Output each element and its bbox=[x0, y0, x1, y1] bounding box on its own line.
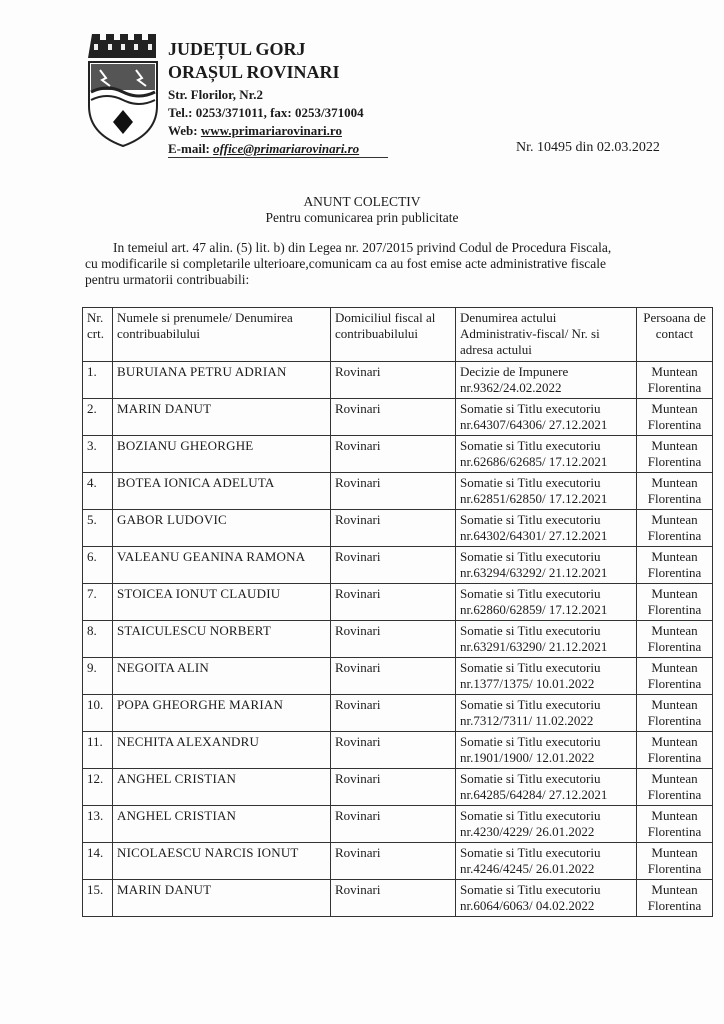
row-name: POPA GHEORGHE MARIAN bbox=[113, 695, 331, 732]
row-domicile: Rovinari bbox=[331, 621, 456, 658]
row-contact-firstname: Florentina bbox=[647, 898, 702, 913]
row-act-number: nr.1377/1375/ 10.01.2022 bbox=[460, 676, 595, 691]
row-domicile: Rovinari bbox=[331, 473, 456, 510]
table-row bbox=[83, 695, 713, 732]
row-act-number: nr.62851/62850/ 17.12.2021 bbox=[460, 491, 608, 506]
table-row bbox=[83, 399, 713, 436]
row-domicile: Rovinari bbox=[331, 547, 456, 584]
row-contact-firstname: Florentina bbox=[647, 528, 702, 543]
row-contact-firstname: Florentina bbox=[647, 713, 702, 728]
row-contact-surname: Muntean bbox=[651, 734, 698, 749]
row-act-type: Somatie si Titlu executoriu bbox=[460, 401, 601, 416]
row-contact bbox=[637, 584, 713, 621]
row-name: BOTEA IONICA ADELUTA bbox=[113, 473, 331, 510]
row-contact bbox=[637, 843, 713, 880]
row-act bbox=[456, 658, 637, 695]
row-contact-firstname: Florentina bbox=[647, 602, 702, 617]
intro-line-2: cu modificarile si completarile ulterioare,comunicam ca au fost emise acte administrative fiscale bbox=[85, 256, 607, 271]
row-contact-firstname: Florentina bbox=[647, 565, 702, 580]
row-contact-firstname: Florentina bbox=[647, 639, 702, 654]
row-contact-surname: Muntean bbox=[651, 660, 698, 675]
row-contact-surname: Muntean bbox=[651, 808, 698, 823]
row-nr: 2. bbox=[83, 399, 113, 436]
header-nr: Nr. crt. bbox=[83, 308, 113, 362]
coat-of-arms-icon bbox=[86, 30, 160, 148]
row-contact-firstname: Florentina bbox=[647, 454, 702, 469]
table-row bbox=[83, 436, 713, 473]
row-act-type: Somatie si Titlu executoriu bbox=[460, 438, 601, 453]
row-act bbox=[456, 806, 637, 843]
row-contact-surname: Muntean bbox=[651, 475, 698, 490]
row-act-type: Somatie si Titlu executoriu bbox=[460, 845, 601, 860]
web-label: Web: bbox=[168, 123, 201, 138]
row-nr: 1. bbox=[83, 362, 113, 399]
row-act bbox=[456, 547, 637, 584]
row-contact bbox=[637, 732, 713, 769]
row-nr: 3. bbox=[83, 436, 113, 473]
web-line bbox=[168, 122, 364, 140]
row-contact-surname: Muntean bbox=[651, 771, 698, 786]
table-row bbox=[83, 510, 713, 547]
row-nr: 7. bbox=[83, 584, 113, 621]
row-act bbox=[456, 399, 637, 436]
row-act-number: nr.63294/63292/ 21.12.2021 bbox=[460, 565, 608, 580]
row-contact-surname: Muntean bbox=[651, 586, 698, 601]
row-name: ANGHEL CRISTIAN bbox=[113, 769, 331, 806]
row-contact bbox=[637, 473, 713, 510]
row-contact-firstname: Florentina bbox=[647, 787, 702, 802]
row-name: NICOLAESCU NARCIS IONUT bbox=[113, 843, 331, 880]
row-act-number: nr.63291/63290/ 21.12.2021 bbox=[460, 639, 608, 654]
web-link[interactable]: www.primariarovinari.ro bbox=[200, 123, 342, 138]
table-header-row bbox=[83, 308, 713, 362]
row-contact bbox=[637, 769, 713, 806]
table-row bbox=[83, 769, 713, 806]
row-act-number: nr.64307/64306/ 27.12.2021 bbox=[460, 417, 608, 432]
row-act bbox=[456, 880, 637, 917]
row-domicile: Rovinari bbox=[331, 399, 456, 436]
row-act-type: Somatie si Titlu executoriu bbox=[460, 697, 601, 712]
row-nr: 14. bbox=[83, 843, 113, 880]
row-nr: 15. bbox=[83, 880, 113, 917]
row-name: GABOR LUDOVIC bbox=[113, 510, 331, 547]
county-name: JUDEȚUL GORJ bbox=[168, 39, 306, 59]
email-link[interactable]: office@primariarovinari.ro bbox=[213, 141, 360, 156]
street-address: Str. Florilor, Nr.2 bbox=[168, 87, 263, 102]
row-nr: 10. bbox=[83, 695, 113, 732]
row-domicile: Rovinari bbox=[331, 584, 456, 621]
intro-line-1: In temeiul art. 47 alin. (5) lit. b) din Legea nr. 207/2015 privind Codul de Procedura Fiscala, bbox=[113, 240, 612, 255]
row-act-type: Somatie si Titlu executoriu bbox=[460, 623, 601, 638]
row-act-number: nr.62860/62859/ 17.12.2021 bbox=[460, 602, 608, 617]
row-act-type: Somatie si Titlu executoriu bbox=[460, 512, 601, 527]
phone-fax: Tel.: 0253/371011, fax: 0253/371004 bbox=[168, 105, 364, 120]
row-act-number: nr.7312/7311/ 11.02.2022 bbox=[460, 713, 594, 728]
row-act bbox=[456, 843, 637, 880]
row-domicile: Rovinari bbox=[331, 769, 456, 806]
row-act bbox=[456, 621, 637, 658]
row-name: VALEANU GEANINA RAMONA bbox=[113, 547, 331, 584]
row-contact bbox=[637, 880, 713, 917]
table-row bbox=[83, 473, 713, 510]
row-contact bbox=[637, 547, 713, 584]
row-contact-firstname: Florentina bbox=[647, 676, 702, 691]
email-label: E-mail: bbox=[168, 141, 214, 156]
row-act-type: Decizie de Impunere bbox=[460, 364, 569, 379]
header-title bbox=[168, 38, 340, 84]
row-act bbox=[456, 695, 637, 732]
header-domicile: Domiciliul fiscal al contribuabilului bbox=[331, 308, 456, 362]
row-domicile: Rovinari bbox=[331, 843, 456, 880]
row-contact-firstname: Florentina bbox=[647, 380, 702, 395]
row-contact-surname: Muntean bbox=[651, 512, 698, 527]
table-row bbox=[83, 843, 713, 880]
row-act-number: nr.64285/64284/ 27.12.2021 bbox=[460, 787, 608, 802]
intro-line-3: pentru urmatorii contribuabili: bbox=[85, 272, 250, 287]
contact-block bbox=[168, 86, 364, 158]
row-domicile: Rovinari bbox=[331, 806, 456, 843]
row-contact-surname: Muntean bbox=[651, 845, 698, 860]
row-act bbox=[456, 584, 637, 621]
row-contact-surname: Muntean bbox=[651, 697, 698, 712]
row-act-type: Somatie si Titlu executoriu bbox=[460, 475, 601, 490]
row-name: BOZIANU GHEORGHE bbox=[113, 436, 331, 473]
row-act-type: Somatie si Titlu executoriu bbox=[460, 549, 601, 564]
header-act: Denumirea actului Administrativ-fiscal/ Nr. si adresa actului bbox=[456, 308, 637, 362]
row-name: BURUIANA PETRU ADRIAN bbox=[113, 362, 331, 399]
row-name: STAICULESCU NORBERT bbox=[113, 621, 331, 658]
row-nr: 4. bbox=[83, 473, 113, 510]
row-domicile: Rovinari bbox=[331, 695, 456, 732]
row-contact bbox=[637, 658, 713, 695]
row-contact-firstname: Florentina bbox=[647, 417, 702, 432]
row-nr: 6. bbox=[83, 547, 113, 584]
announcement-title: ANUNT COLECTIV bbox=[303, 194, 421, 209]
row-contact-surname: Muntean bbox=[651, 438, 698, 453]
row-act-number: nr.6064/6063/ 04.02.2022 bbox=[460, 898, 595, 913]
row-domicile: Rovinari bbox=[331, 732, 456, 769]
row-contact-firstname: Florentina bbox=[647, 861, 702, 876]
table-body bbox=[83, 362, 713, 917]
table-row bbox=[83, 732, 713, 769]
taxpayers-table bbox=[82, 307, 713, 917]
row-act-type: Somatie si Titlu executoriu bbox=[460, 586, 601, 601]
table-row bbox=[83, 362, 713, 399]
table-row bbox=[83, 806, 713, 843]
row-contact-surname: Muntean bbox=[651, 623, 698, 638]
table-row bbox=[83, 880, 713, 917]
table-row bbox=[83, 621, 713, 658]
row-name: MARIN DANUT bbox=[113, 399, 331, 436]
row-act-number: nr.9362/24.02.2022 bbox=[460, 380, 562, 395]
row-domicile: Rovinari bbox=[331, 362, 456, 399]
town-name: ORAȘUL ROVINARI bbox=[168, 62, 340, 82]
row-act-type: Somatie si Titlu executoriu bbox=[460, 882, 601, 897]
table-row bbox=[83, 584, 713, 621]
row-nr: 8. bbox=[83, 621, 113, 658]
row-name: NECHITA ALEXANDRU bbox=[113, 732, 331, 769]
row-act-number: nr.62686/62685/ 17.12.2021 bbox=[460, 454, 608, 469]
row-name: NEGOITA ALIN bbox=[113, 658, 331, 695]
row-contact-firstname: Florentina bbox=[647, 750, 702, 765]
table-row bbox=[83, 547, 713, 584]
row-name: STOICEA IONUT CLAUDIU bbox=[113, 584, 331, 621]
row-act-number: nr.4246/4245/ 26.01.2022 bbox=[460, 861, 595, 876]
row-nr: 13. bbox=[83, 806, 113, 843]
document-number: Nr. 10495 din 02.03.2022 bbox=[516, 140, 660, 155]
row-domicile: Rovinari bbox=[331, 510, 456, 547]
intro-paragraph bbox=[85, 240, 660, 288]
table-row bbox=[83, 658, 713, 695]
row-act-number: nr.4230/4229/ 26.01.2022 bbox=[460, 824, 595, 839]
row-domicile: Rovinari bbox=[331, 880, 456, 917]
header-name: Numele si prenumele/ Denumirea contribuabilului bbox=[113, 308, 331, 362]
row-act bbox=[456, 769, 637, 806]
row-domicile: Rovinari bbox=[331, 658, 456, 695]
row-contact-surname: Muntean bbox=[651, 882, 698, 897]
row-act-type: Somatie si Titlu executoriu bbox=[460, 771, 601, 786]
row-contact-surname: Muntean bbox=[651, 549, 698, 564]
row-domicile: Rovinari bbox=[331, 436, 456, 473]
row-act-number: nr.64302/64301/ 27.12.2021 bbox=[460, 528, 608, 543]
row-nr: 5. bbox=[83, 510, 113, 547]
row-contact bbox=[637, 621, 713, 658]
announcement-subtitle: Pentru comunicarea prin publicitate bbox=[265, 210, 459, 225]
row-nr: 9. bbox=[83, 658, 113, 695]
row-contact-surname: Muntean bbox=[651, 401, 698, 416]
row-contact bbox=[637, 362, 713, 399]
row-act bbox=[456, 362, 637, 399]
row-name: ANGHEL CRISTIAN bbox=[113, 806, 331, 843]
row-contact-firstname: Florentina bbox=[647, 824, 702, 839]
row-act-type: Somatie si Titlu executoriu bbox=[460, 808, 601, 823]
row-act bbox=[456, 510, 637, 547]
email-line bbox=[168, 140, 364, 158]
row-act bbox=[456, 473, 637, 510]
row-act bbox=[456, 436, 637, 473]
row-contact-firstname: Florentina bbox=[647, 491, 702, 506]
row-contact bbox=[637, 399, 713, 436]
row-act-number: nr.1901/1900/ 12.01.2022 bbox=[460, 750, 595, 765]
row-nr: 11. bbox=[83, 732, 113, 769]
row-contact-surname: Muntean bbox=[651, 364, 698, 379]
row-act bbox=[456, 732, 637, 769]
row-name: MARIN DANUT bbox=[113, 880, 331, 917]
header-divider bbox=[168, 157, 388, 158]
row-nr: 12. bbox=[83, 769, 113, 806]
header-contact: Persoana de contact bbox=[637, 308, 713, 362]
row-contact bbox=[637, 695, 713, 732]
row-act-type: Somatie si Titlu executoriu bbox=[460, 734, 601, 749]
row-act-type: Somatie si Titlu executoriu bbox=[460, 660, 601, 675]
row-contact bbox=[637, 436, 713, 473]
row-contact bbox=[637, 510, 713, 547]
row-contact bbox=[637, 806, 713, 843]
